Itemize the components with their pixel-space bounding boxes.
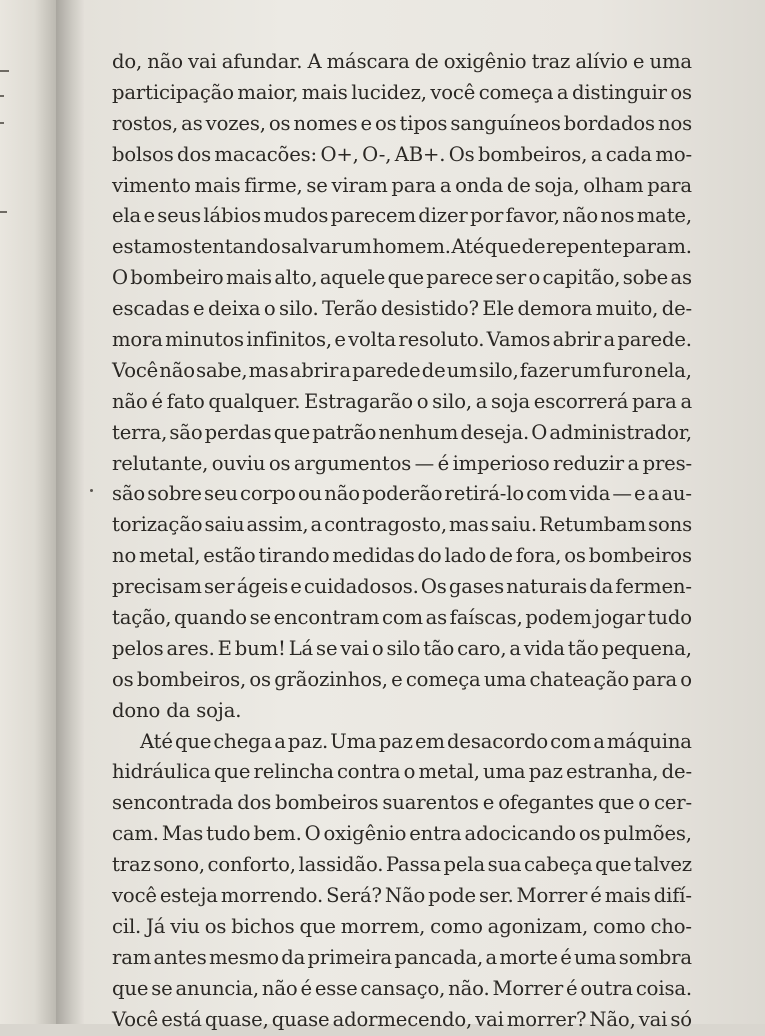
text-line: traz sono, conforto, lassidão. Passa pela sua cabeça que talvez [112,853,692,877]
text-line: estamos tentando salvar um homem. Até que de repente param. [112,235,692,259]
facing-page-ink-mark [0,95,4,97]
text-line: no metal, estão tirando medidas do lado de fora, os bombeiros [112,544,692,568]
text-line: cil. Já viu os bichos que morrem, como agonizam, como cho- [112,914,692,938]
text-line: relutante, ouviu os argumentos — é imperioso reduzir a pres- [112,451,692,475]
text-line: Você está quase, quase adormecendo, vai morrer? Não, vai só [112,1007,692,1031]
text-line: torização saiu assim, a contragosto, mas saiu. Retumbam sons [112,513,692,537]
text-line: você esteja morrendo. Será? Não pode ser. Morrer é mais difí- [112,884,692,908]
text-line: rostos, as vozes, os nomes e os tipos sanguíneos bordados nos [112,111,692,135]
text-line: ela e seus lábios mudos parecem dizer por favor, não nos mate, [112,204,692,228]
text-line: pelos ares. E bum! Lá se vai o silo tão caro, a vida tão pequena, [112,636,692,660]
text-line: bolsos dos macacões: O+, O-, AB+. Os bombeiros, a cada mo- [112,142,692,166]
text-line: são sobre seu corpo ou não poderão retirá-lo com vida — e a au- [112,482,692,506]
text-line: cam. Mas tudo bem. O oxigênio entra adocicando os pulmões, [112,822,692,846]
book-page [84,0,765,1031]
text-line: Até que chega a paz. Uma paz em desacordo com a máquina [140,729,692,753]
text-line: hidráulica que relincha contra o metal, uma paz estranha, de- [112,760,692,784]
text-line: do, não vai afundar. A máscara de oxigênio traz alívio e uma [112,50,692,73]
facing-page-ink-mark [0,211,7,213]
text-line: não é fato qualquer. Estragarão o silo, a soja escorrerá para a [112,389,692,413]
text-line: que se anuncia, não é esse cansaço, não. Morrer é outra coisa. [112,976,692,1000]
text-line: tação, quando se encontram com as faíscas, podem jogar tudo [112,606,692,630]
text-line: escadas e deixa o silo. Terão desistido? Ele demora muito, de- [112,297,692,321]
paragraph-2 [112,727,692,1036]
text-line: sencontrada dos bombeiros suarentos e ofegantes que o cer- [112,791,692,815]
text-line: precisam ser ágeis e cuidadosos. Os gases naturais da fermen- [112,575,692,599]
facing-page-ink-mark [0,122,4,124]
facing-page-edge [0,0,58,1024]
text-line: os bombeiros, os grãozinhos, e começa uma chateação para o [112,667,692,691]
facing-page-ink-mark [0,70,9,72]
text-line: dono da soja. [112,698,242,722]
text-line: terra, são perdas que patrão nenhum deseja. O administrador, [112,420,692,444]
text-line: Você não sabe, mas abrir a parede de um silo, fazer um furo nela, [112,358,692,382]
paper-speck [90,489,93,492]
text-line: mora minutos infinitos, e volta resoluto. Vamos abrir a parede. [112,328,692,352]
text-line: O bombeiro mais alto, aquele que parece ser o capitão, sobe as [112,266,692,290]
text-line: ram antes mesmo da primeira pancada, a morte é uma sombra [112,945,692,969]
page-text-body [112,47,692,1036]
paragraph-1 [112,47,692,727]
text-line: vimento mais firme, se viram para a onda de soja, olham para [112,173,692,197]
text-line: participação maior, mais lucidez, você começa a distinguir os [112,80,692,104]
book-gutter-shadow [56,0,86,1024]
